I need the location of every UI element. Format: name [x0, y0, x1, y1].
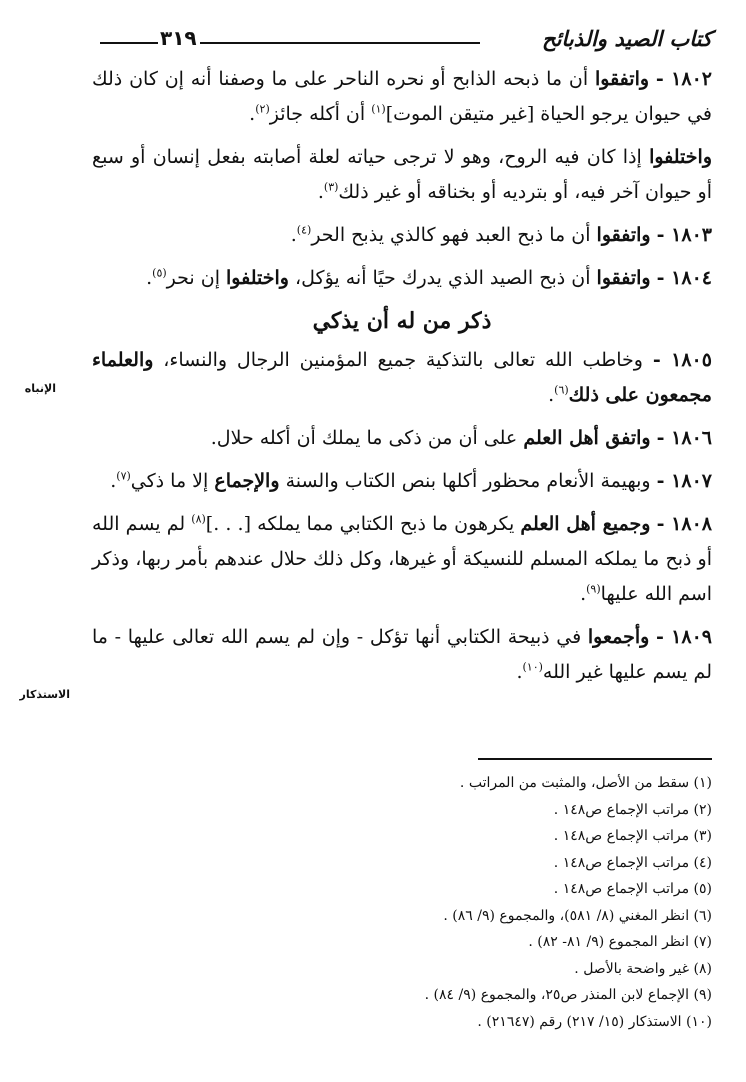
entry-number: ١٨٠٤ -: [656, 267, 712, 289]
footnote: (٣) مراتب الإجماع ص١٤٨ .: [553, 828, 712, 844]
page-number: ٣١٩: [160, 26, 197, 50]
footnote-ref: (٨): [191, 512, 206, 526]
footnote-ref: (١٠): [522, 660, 543, 674]
keyword: واتفقوا: [596, 224, 651, 246]
header-rule-left: [100, 42, 158, 44]
footnote: (١) سقط من الأصل، والمثبت من المراتب .: [459, 775, 712, 791]
punct: .: [146, 267, 153, 289]
paragraph-1803: [92, 218, 712, 253]
paragraph-text: أن أكله جائز: [269, 103, 366, 125]
page-header: [92, 22, 712, 62]
header-rule: [200, 42, 480, 44]
footnote-ref: (٤): [296, 223, 312, 237]
punct: .: [317, 181, 324, 203]
paragraph-text: إلا ما ذكي: [130, 470, 209, 492]
footnote: (٢) مراتب الإجماع ص١٤٨ .: [553, 801, 712, 818]
keyword: واختلفوا: [226, 267, 289, 289]
keyword: والعلماء مجمعون على ذلك: [92, 349, 712, 406]
footnote: (٥) مراتب الإجماع ص١٤٨ .: [553, 881, 712, 897]
footnote: (٨) غير واضحة بالأصل .: [574, 960, 712, 977]
footnote-ref: (٢): [255, 102, 270, 116]
paragraph-text: أن ذبح الصيد الذي يدرك حيًا أنه يؤكل،: [295, 267, 591, 289]
keyword: والإجماع: [214, 470, 280, 492]
paragraph-text: وخاطب الله تعالى بالتذكية جميع المؤمنين الرجال والنساء،: [163, 349, 643, 371]
punct: .: [516, 661, 523, 683]
entry-number: ١٨٠٢ -: [655, 68, 712, 90]
paragraph-ikhtalafu: [92, 140, 712, 210]
footnote-ref: (١): [371, 102, 386, 116]
paragraph-1807: [92, 464, 712, 499]
punct: .: [548, 384, 555, 406]
keyword: واختلفوا: [649, 146, 712, 168]
paragraph-1809: [92, 620, 712, 690]
paragraph-1808: [92, 507, 712, 612]
paragraph-1804: [92, 261, 712, 296]
main-text: [92, 62, 712, 698]
footnote: (١٠) الاستذكار (١٥/ ٢١٧) رقم (٢١٦٤٧) .: [477, 1013, 712, 1030]
entry-number: ١٨٠٨ -: [656, 513, 712, 535]
footnote-ref: (٦): [554, 383, 569, 397]
punct: .: [110, 470, 117, 492]
punct: .: [580, 583, 587, 605]
paragraph-text: في ذبيحة الكتابي أنها تؤكل - وإن لم يسم الله تعالى عليها - ما لم يسم عليها غير الله: [92, 626, 712, 683]
paragraph-text: وبهيمة الأنعام محظور أكلها بنص الكتاب والسنة: [285, 470, 651, 492]
paragraph-text: أن ما ذبح العبد فهو كالذي يذبح الحر: [311, 224, 591, 246]
footnote: (٤) مراتب الإجماع ص١٤٨ .: [553, 854, 712, 871]
margin-note-istidhkar: الاستذكار: [19, 688, 70, 701]
paragraph-text: أن ما ذبحه الذابح أو نحره الناحر على ما وصفنا أنه إن كان ذلك في حيوان يرجو الحياة [غير متيقن الموت]: [92, 68, 712, 125]
margin-note-inbah: الإنباه: [24, 382, 56, 395]
footnote-ref: (٩): [586, 582, 601, 596]
paragraph-1802: [92, 62, 712, 132]
entry-number: ١٨٠٣ -: [656, 224, 712, 246]
keyword: واتفقوا: [596, 267, 651, 289]
paragraph-text: لم يسم الله أو ذبح ما يملكه المسلم للنسيكة أو غيرها، وكل ذلك حلال عندهم بأمر ربها، وذكر اسم الله عليها: [92, 513, 712, 605]
footnote: (٧) انظر المجموع (٩/ ٨١- ٨٢) .: [528, 934, 712, 950]
section-heading: ذكر من له أن يذكي: [312, 308, 492, 334]
keyword: وأجمعوا: [587, 626, 650, 648]
footnote-separator: [478, 758, 712, 760]
keyword: واتفقوا: [594, 68, 650, 90]
punct: .: [249, 103, 256, 125]
paragraph-text: على أن من ذكى ما يملك أن أكله حلال.: [210, 427, 518, 449]
entry-number: ١٨٠٧ -: [656, 470, 712, 492]
paragraph-1806: [92, 421, 712, 456]
entry-number: ١٨٠٦ -: [656, 427, 712, 449]
punct: .: [290, 224, 297, 246]
footnote-ref: (٣): [323, 180, 339, 194]
footnote: (٩) الإجماع لابن المنذر ص٢٥، والمجموع (٩/ ٨٤) .: [424, 987, 712, 1003]
entry-number: ١٨٠٥ -: [652, 349, 712, 371]
paragraph-1805: [92, 343, 712, 413]
paragraph-text: إذا كان فيه الروح، وهو لا ترجى حياته لعلة أصابته بفعل إنسان أو سبع أو حيوان آخر فيه، أو بترديه أو بخناقه أو غير ذلك: [92, 146, 712, 203]
keyword: وجميع أهل العلم: [520, 513, 651, 535]
footnotes: [200, 770, 712, 1035]
keyword: واتفق أهل العلم: [523, 427, 651, 449]
paragraph-text: إن نحر: [166, 267, 220, 289]
footnote: (٦) انظر المغني (٨/ ٥٨١)، والمجموع (٩/ ٨٦) .: [443, 907, 712, 924]
footnote-ref: (٧): [116, 469, 131, 483]
paragraph-text: يكرهون ما ذبح الكتابي مما يملكه [. . .]: [205, 513, 515, 535]
entry-number: ١٨٠٩ -: [656, 626, 712, 648]
running-title: كتاب الصيد والذبائح: [542, 26, 712, 51]
footnote-ref: (٥): [152, 266, 167, 280]
